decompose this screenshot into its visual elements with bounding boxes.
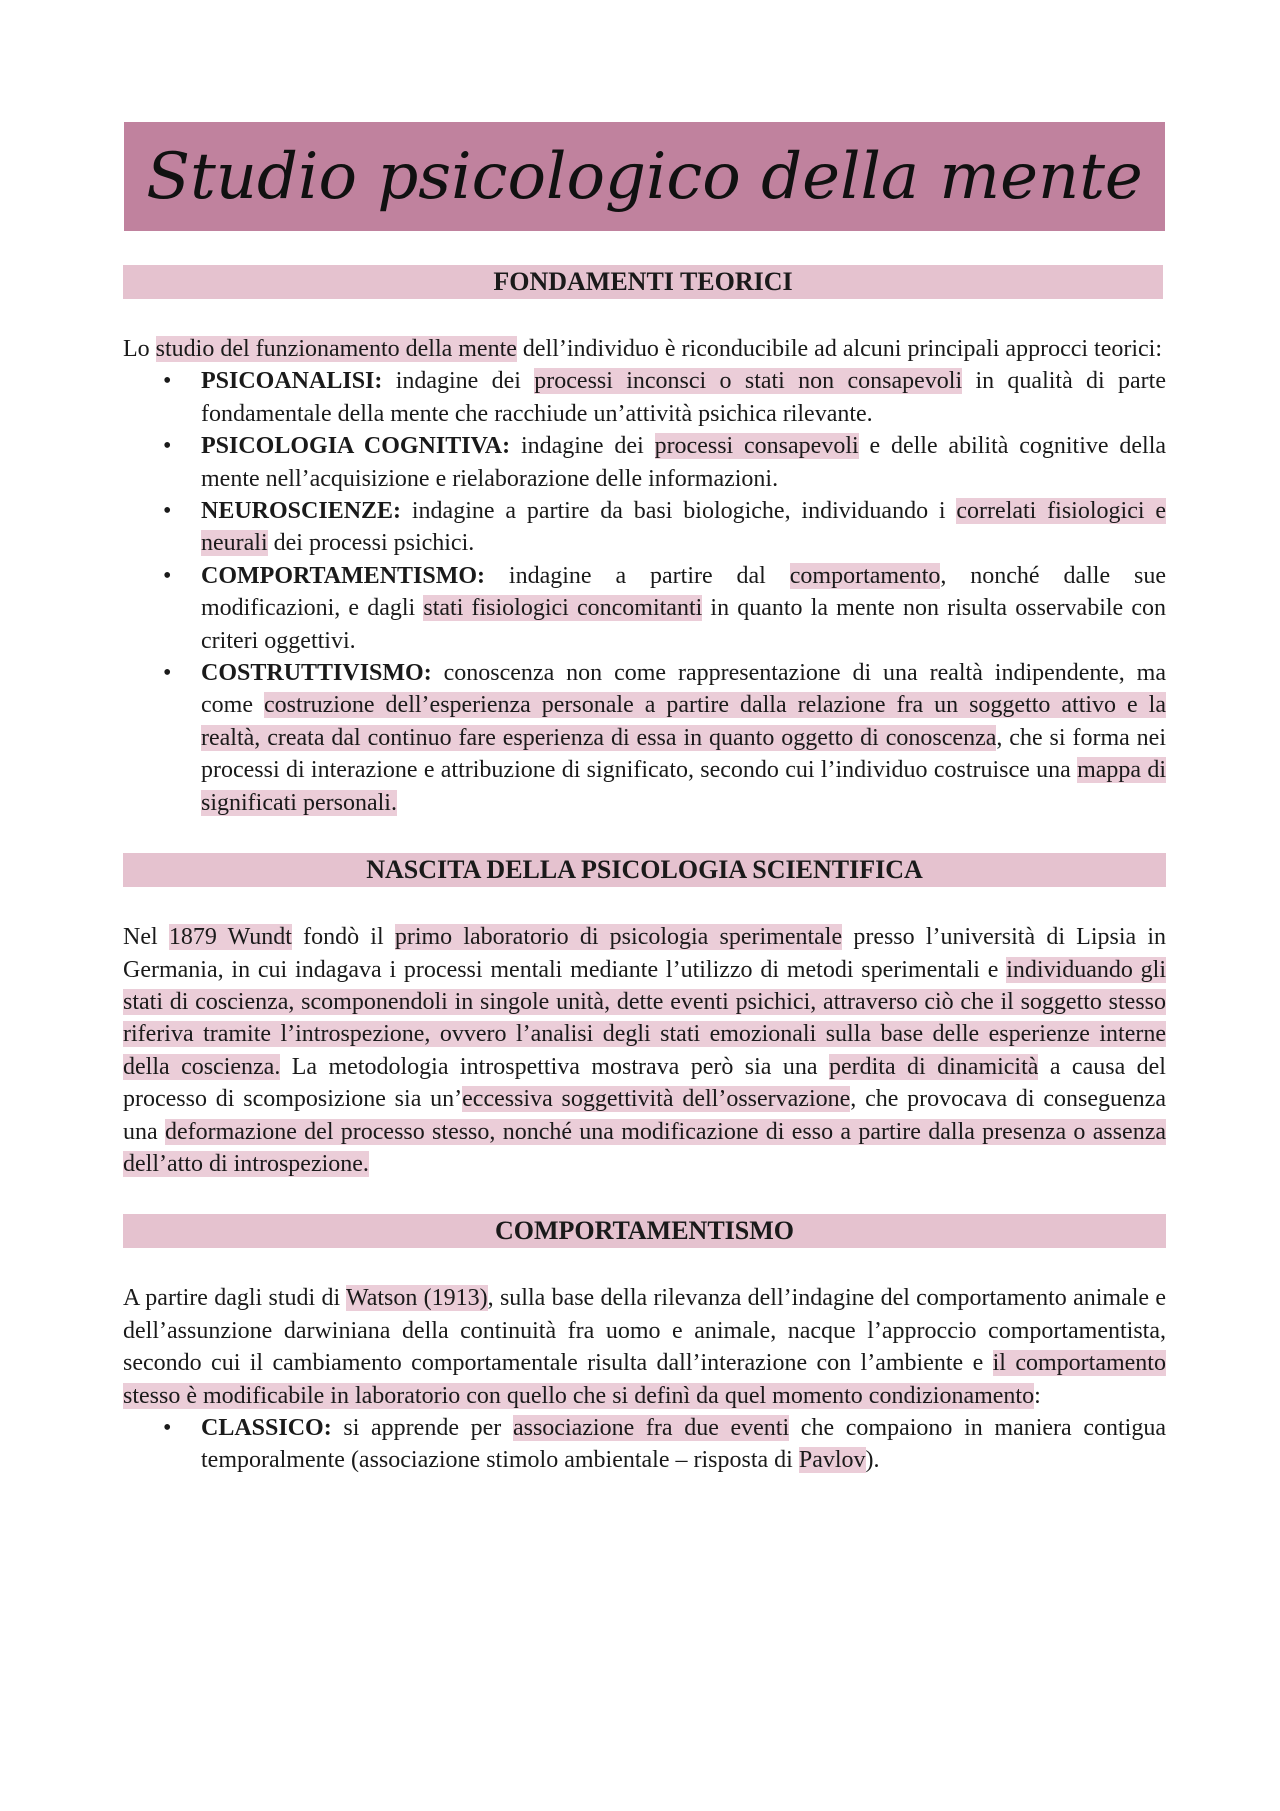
bullet-icon: • <box>163 368 172 395</box>
highlight: processi inconsci o stati non consapevoli <box>534 368 963 395</box>
highlight: Pavlov <box>798 1447 866 1474</box>
highlight: eccessiva soggettività dell’osservazione <box>462 1086 851 1113</box>
list-item: • COSTRUTTIVISMO: conoscenza non come rappresentazione di una realtà indipendente, ma come costruzione dell’esperienza personale a partire dalla relazione fra un soggetto attivo e la realtà, creata dal continuo fare esperienza di essa in quanto oggetto di conoscenza, che si forma nei processi di interazione e attribuzione di significato, secondo cui l’individuo costruisce una mappa di significati personali. <box>123 657 1166 819</box>
highlight: primo laboratorio di psicologia sperimentale <box>394 924 843 951</box>
list-item: • PSICOLOGIA COGNITIVA: indagine dei processi consapevoli e delle abilità cognitive della mente nell’acquisizione e rielaborazione delle informazioni. <box>123 430 1166 495</box>
highlight: deformazione del processo stesso, nonché una modificazione di esso a partire dalla presenza o assenza dell’atto di introspezione. <box>123 1118 1166 1177</box>
highlight: correlati fisiologici e neurali <box>201 498 1166 557</box>
bullet-icon: • <box>163 498 172 525</box>
conditioning-list <box>123 1412 1166 1477</box>
item-term: PSICOANALISI: <box>201 368 383 395</box>
highlight: associazione fra due eventi <box>512 1414 790 1441</box>
list-item: • CLASSICO: si apprende per associazione fra due eventi che compaiono in maniera contigua temporalmente (associazione stimolo ambientale – risposta di Pavlov). <box>123 1412 1166 1477</box>
title-banner <box>124 122 1165 231</box>
bullet-icon: • <box>163 660 172 687</box>
highlight: individuando gli stati di coscienza, scomponendoli in singole unità, dette eventi psichici, attraverso ciò che il soggetto stesso riferiva tramite l’introspezione, ovvero l’analisi degli stati emozionali sulla base delle esperienze interne della coscienza. <box>123 956 1166 1080</box>
page-title: Studio psicologico della mente <box>146 139 1143 214</box>
bullet-icon: • <box>163 433 172 460</box>
section-heading-nascita: NASCITA DELLA PSICOLOGIA SCIENTIFICA <box>123 853 1166 887</box>
highlight: processi consapevoli <box>654 433 859 460</box>
highlight: stati fisiologici concomitanti <box>423 595 703 622</box>
highlight: Watson (1913) <box>345 1285 488 1312</box>
bullet-icon: • <box>163 562 172 589</box>
item-term: COMPORTAMENTISMO: <box>201 562 486 589</box>
highlight: costruzione dell’esperienza personale a partire dalla relazione fra un soggetto attivo e la realtà, creata dal continuo fare esperienza di essa in quanto oggetto di conoscenza <box>201 692 1166 751</box>
list-item: • NEUROSCIENZE: indagine a partire da basi biologiche, individuando i correlati fisiologici e neurali dei processi psichici. <box>123 495 1166 560</box>
section-heading-fondamenti: FONDAMENTI TEORICI <box>123 265 1163 299</box>
bullet-icon: • <box>163 1414 172 1441</box>
list-item: • COMPORTAMENTISMO: indagine a partire dal comportamento, nonché dalle sue modificazioni, e dagli stati fisiologici concomitanti in quanto la mente non risulta osservabile con criteri oggettivi. <box>123 560 1166 657</box>
approaches-list <box>123 365 1166 819</box>
fondamenti-intro: Lo studio del funzionamento della mente dell’individuo è riconducibile ad alcuni principali approcci teorici: <box>123 336 1163 362</box>
item-term: COSTRUTTIVISMO: <box>201 660 432 687</box>
highlight: mappa di significati personali. <box>201 757 1167 816</box>
highlight: comportamento <box>789 562 941 589</box>
item-term: CLASSICO: <box>201 1414 332 1441</box>
nascita-paragraph: Nel 1879 Wundt fondò il primo laboratorio di psicologia sperimentale presso l’università di Lipsia in Germania, in cui indagava i processi mentali mediante l’utilizzo di metodi sperimentali e individuando gli stati di coscienza, scomponendoli in singole unità, dette eventi psichici, attraverso ciò che il soggetto stesso riferiva tramite l’introspezione, ovvero l’analisi degli stati emozionali sulla base delle esperienze interne della coscienza. La metodologia introspettiva mostrava però sia una perdita di dinamicità a causa del processo di scomposizione sia un’eccessiva soggettività dell’osservazione, che provocava di conseguenza una deformazione del processo stesso, nonché una modificazione di esso a partire dalla presenza o assenza dell’atto di introspezione. <box>123 924 1167 1177</box>
comportamentismo-paragraph: A partire dagli studi di Watson (1913), sulla base della rilevanza dell’indagine del comportamento animale e dell’assunzione darwiniana della continuità fra uomo e animale, nacque l’approccio comportamentista, secondo cui il cambiamento comportamentale risulta dall’interazione con l’ambiente e il comportamento stesso è modificabile in laboratorio con quello che si definì da quel momento condizionamento: <box>123 1285 1166 1409</box>
list-item: • PSICOANALISI: indagine dei processi inconsci o stati non consapevoli in qualità di parte fondamentale della mente che racchiude un’attività psichica rilevante. <box>123 365 1166 430</box>
document-page <box>123 122 1166 1477</box>
highlight: il comportamento stesso è modificabile in laboratorio con quello che si definì da quel momento condizionamento <box>123 1350 1166 1409</box>
item-term: NEUROSCIENZE: <box>201 498 402 525</box>
section-heading-comportamentismo: COMPORTAMENTISMO <box>123 1214 1166 1248</box>
item-term: PSICOLOGIA COGNITIVA: <box>201 433 511 460</box>
highlight: studio del funzionamento della mente <box>155 336 517 362</box>
highlight: 1879 Wundt <box>168 924 292 951</box>
highlight: perdita di dinamicità <box>828 1053 1039 1080</box>
